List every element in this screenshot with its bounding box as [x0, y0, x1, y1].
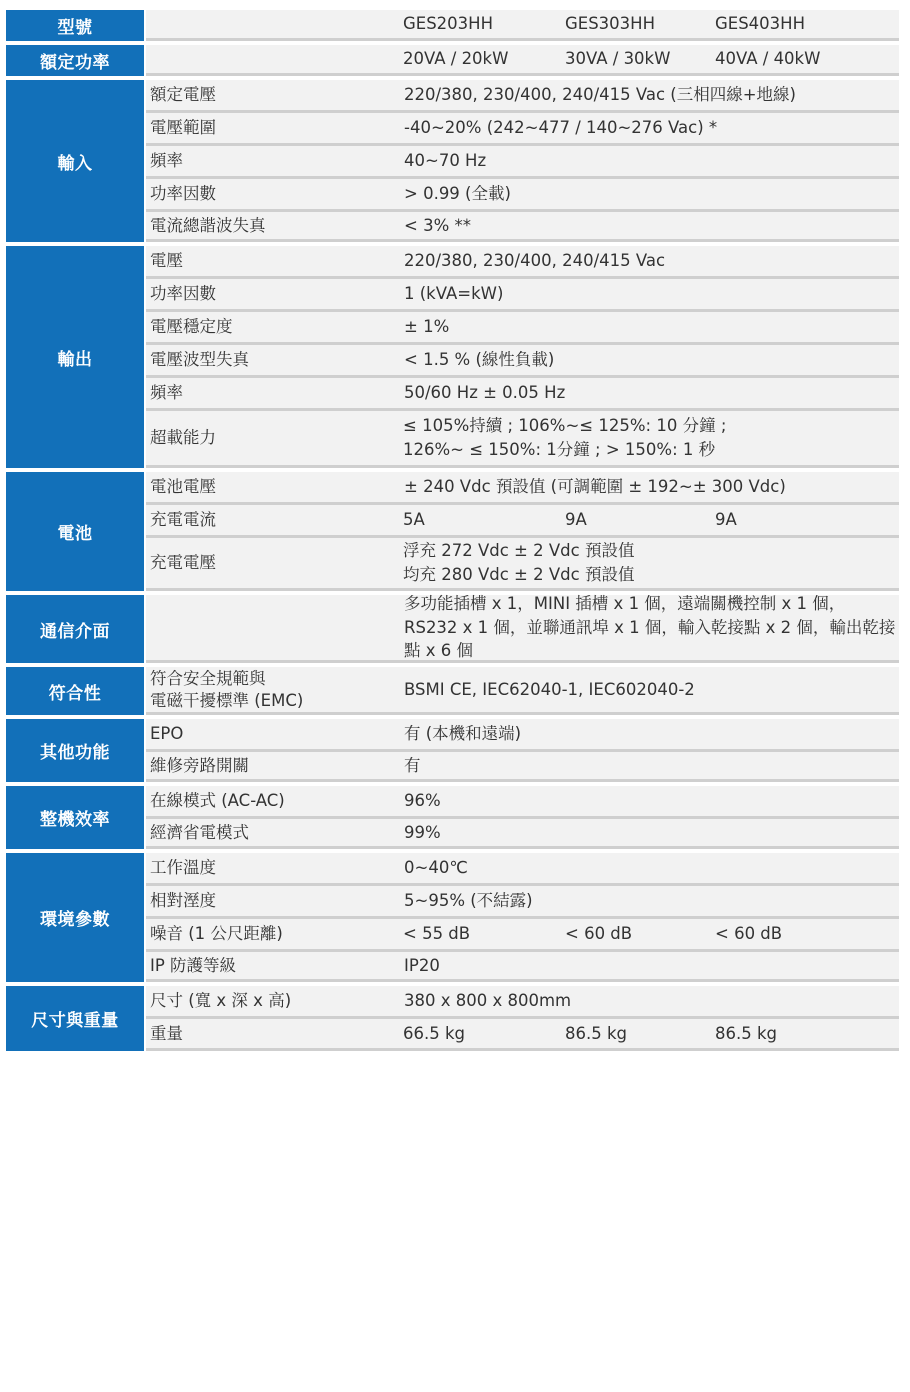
spec-value [403, 667, 899, 712]
spec-value-text: 多功能插槽 x 1，MINI 插槽 x 1 個，遠端關機控制 x 1 個，RS232 x 1 個，並聯通訊埠 x 1 個，輸入乾接點 x 2 個，輸出乾接點 x 6 個 [404, 593, 896, 661]
spec-label: IP 防護等級 [150, 955, 237, 975]
spec-value-text: 380 x 800 x 800mm [404, 991, 572, 1011]
spec-row [146, 246, 899, 279]
category-label: 輸入 [6, 80, 144, 242]
spec-value-text: > 0.99 (全載) [404, 184, 511, 204]
spec-value-text: 220/380, 230/400, 240/415 Vac (三相四線+地線) [404, 85, 796, 105]
spec-label: 電壓範圍 [150, 118, 216, 138]
spec-group [6, 719, 899, 782]
spec-value [403, 312, 899, 342]
spec-rows [146, 986, 899, 1051]
spec-rows [146, 246, 899, 468]
spec-value-text: < 3% ** [404, 215, 471, 235]
model-column-value: 20VA / 20kW [403, 49, 509, 69]
spec-value [403, 819, 899, 846]
spec-row [146, 146, 899, 179]
spec-label: 經濟省電模式 [150, 822, 249, 842]
spec-rows [146, 472, 899, 591]
spec-label: 充電電流 [150, 510, 216, 530]
spec-value [403, 10, 899, 38]
spec-row [146, 853, 899, 886]
spec-row [146, 667, 899, 715]
spec-value [403, 212, 899, 239]
spec-label: 額定電壓 [150, 85, 216, 105]
spec-row [146, 179, 899, 212]
spec-label: 頻率 [150, 383, 183, 403]
spec-row [146, 80, 899, 113]
spec-row [146, 952, 899, 982]
spec-group [6, 80, 899, 242]
spec-label: 電壓穩定度 [150, 317, 233, 337]
category-label: 整機效率 [6, 786, 144, 849]
spec-label: 工作溫度 [150, 858, 216, 878]
spec-label: 電壓波型失真 [150, 350, 249, 370]
spec-row [146, 752, 899, 782]
spec-value [403, 472, 899, 502]
spec-row [146, 45, 899, 76]
category-label: 尺寸與重量 [6, 986, 144, 1051]
spec-label: 頻率 [150, 151, 183, 171]
model-column-value: 86.5 kg [715, 1023, 778, 1043]
model-column-value: GES203HH [403, 14, 493, 34]
spec-value [403, 1019, 899, 1048]
spec-value-text: < 1.5 % (線性負載) [404, 350, 555, 370]
spec-label: 電流總諧波失真 [150, 215, 266, 235]
spec-table [6, 10, 899, 1055]
model-column-value: 30VA / 30kW [565, 49, 671, 69]
spec-value [403, 719, 899, 749]
model-column-value: < 60 dB [715, 924, 783, 944]
spec-value [403, 986, 899, 1016]
spec-value [403, 279, 899, 309]
spec-row [146, 212, 899, 242]
spec-group [6, 986, 899, 1051]
category-label: 額定功率 [6, 45, 144, 76]
spec-row [146, 786, 899, 819]
spec-rows [146, 853, 899, 982]
spec-row [146, 113, 899, 146]
spec-value [403, 246, 899, 276]
spec-label: EPO [150, 724, 184, 744]
spec-value-text: 5~95% (不結露) [404, 891, 533, 911]
spec-row [146, 986, 899, 1019]
spec-rows [146, 719, 899, 782]
spec-row [146, 312, 899, 345]
spec-row [146, 719, 899, 752]
model-column-value: GES403HH [715, 14, 805, 34]
spec-value [403, 886, 899, 916]
spec-value-text: 220/380, 230/400, 240/415 Vac [404, 251, 666, 271]
spec-row [146, 919, 899, 952]
spec-value [403, 179, 899, 209]
model-column-value: 40VA / 40kW [715, 49, 821, 69]
spec-value [403, 786, 899, 816]
spec-value-text: ≤ 105%持續 ; 106%~≤ 125%: 10 分鐘 ; 126%~ ≤ 150%: 1分鐘 ; > 150%: 1 秒 [403, 416, 727, 459]
spec-value [403, 538, 899, 588]
spec-row [146, 10, 899, 41]
spec-group [6, 472, 899, 591]
spec-value [403, 853, 899, 883]
spec-label: 符合安全規範與 電磁干擾標準 (EMC) [150, 669, 304, 710]
category-label: 型號 [6, 10, 144, 41]
spec-value-text: 0~40℃ [404, 858, 468, 878]
spec-rows [146, 80, 899, 242]
model-column-value: < 55 dB [403, 924, 471, 944]
spec-rows [146, 786, 899, 849]
spec-label [146, 10, 403, 38]
spec-value-text: 50/60 Hz ± 0.05 Hz [404, 383, 566, 403]
spec-label: 充電電壓 [150, 553, 216, 573]
spec-value [403, 411, 899, 465]
spec-row [146, 886, 899, 919]
spec-rows [146, 667, 899, 715]
spec-value-text: 99% [404, 822, 441, 842]
model-column-value: 9A [715, 510, 737, 530]
spec-rows [146, 595, 899, 663]
spec-group [6, 786, 899, 849]
category-label: 環境參數 [6, 853, 144, 982]
spec-value-text: 有 [404, 755, 421, 775]
spec-label: 相對溼度 [150, 891, 216, 911]
spec-value-text: BSMI CE, IEC62040-1, IEC602040-2 [404, 679, 695, 699]
spec-label: 尺寸 (寬 x 深 x 高) [150, 991, 292, 1011]
model-column-value: 66.5 kg [403, 1023, 466, 1043]
spec-row [146, 279, 899, 312]
spec-value [403, 952, 899, 979]
category-label: 其他功能 [6, 719, 144, 782]
spec-value [403, 595, 899, 660]
spec-label [146, 45, 403, 73]
spec-row [146, 345, 899, 378]
model-column-value: 9A [565, 510, 587, 530]
spec-value [403, 113, 899, 143]
spec-value [403, 752, 899, 779]
spec-value-text: 有 (本機和遠端) [404, 724, 522, 744]
model-column-value: GES303HH [565, 14, 655, 34]
spec-group [6, 10, 899, 41]
model-column-value: 86.5 kg [565, 1023, 628, 1043]
spec-group [6, 45, 899, 76]
spec-label: 在線模式 (AC-AC) [150, 791, 285, 811]
spec-value [403, 345, 899, 375]
spec-label: 電池電壓 [150, 477, 216, 497]
spec-value [403, 80, 899, 110]
spec-label: 超載能力 [150, 428, 216, 448]
spec-value-text: ± 240 Vdc 預設值 (可調範圍 ± 192~± 300 Vdc) [404, 477, 786, 497]
spec-row [146, 378, 899, 411]
spec-label: 電壓 [150, 251, 183, 271]
spec-value [403, 505, 899, 535]
spec-group [6, 246, 899, 468]
spec-group [6, 853, 899, 982]
spec-value-text: ± 1% [404, 317, 450, 337]
spec-value [403, 378, 899, 408]
category-label: 通信介面 [6, 595, 144, 663]
spec-group [6, 595, 899, 663]
spec-row [146, 819, 899, 849]
spec-row [146, 538, 899, 591]
spec-row [146, 595, 899, 663]
spec-value-text: 96% [404, 791, 441, 811]
category-label: 電池 [6, 472, 144, 591]
spec-label: 維修旁路開關 [150, 755, 249, 775]
spec-row [146, 472, 899, 505]
spec-rows [146, 45, 899, 76]
category-label: 符合性 [6, 667, 144, 715]
spec-label: 功率因數 [150, 184, 216, 204]
spec-label: 噪音 (1 公尺距離) [150, 924, 283, 944]
spec-label [146, 595, 403, 660]
spec-value-text: 1 (kVA=kW) [404, 284, 504, 304]
spec-group [6, 667, 899, 715]
spec-value-text: IP20 [404, 955, 440, 975]
spec-value [403, 146, 899, 176]
spec-value-text: 浮充 272 Vdc ± 2 Vdc 預設值 均充 280 Vdc ± 2 Vdc 預設值 [403, 541, 635, 584]
spec-row [146, 411, 899, 468]
spec-label: 功率因數 [150, 284, 216, 304]
spec-label: 重量 [150, 1023, 183, 1043]
spec-row [146, 505, 899, 538]
spec-value-text: 40~70 Hz [404, 151, 487, 171]
spec-value [403, 45, 899, 73]
model-column-value: 5A [403, 510, 425, 530]
spec-value-text: -40~20% (242~477 / 140~276 Vac) * [404, 118, 718, 138]
model-column-value: < 60 dB [565, 924, 633, 944]
spec-row [146, 1019, 899, 1051]
spec-rows [146, 10, 899, 41]
category-label: 輸出 [6, 246, 144, 468]
spec-value [403, 919, 899, 949]
